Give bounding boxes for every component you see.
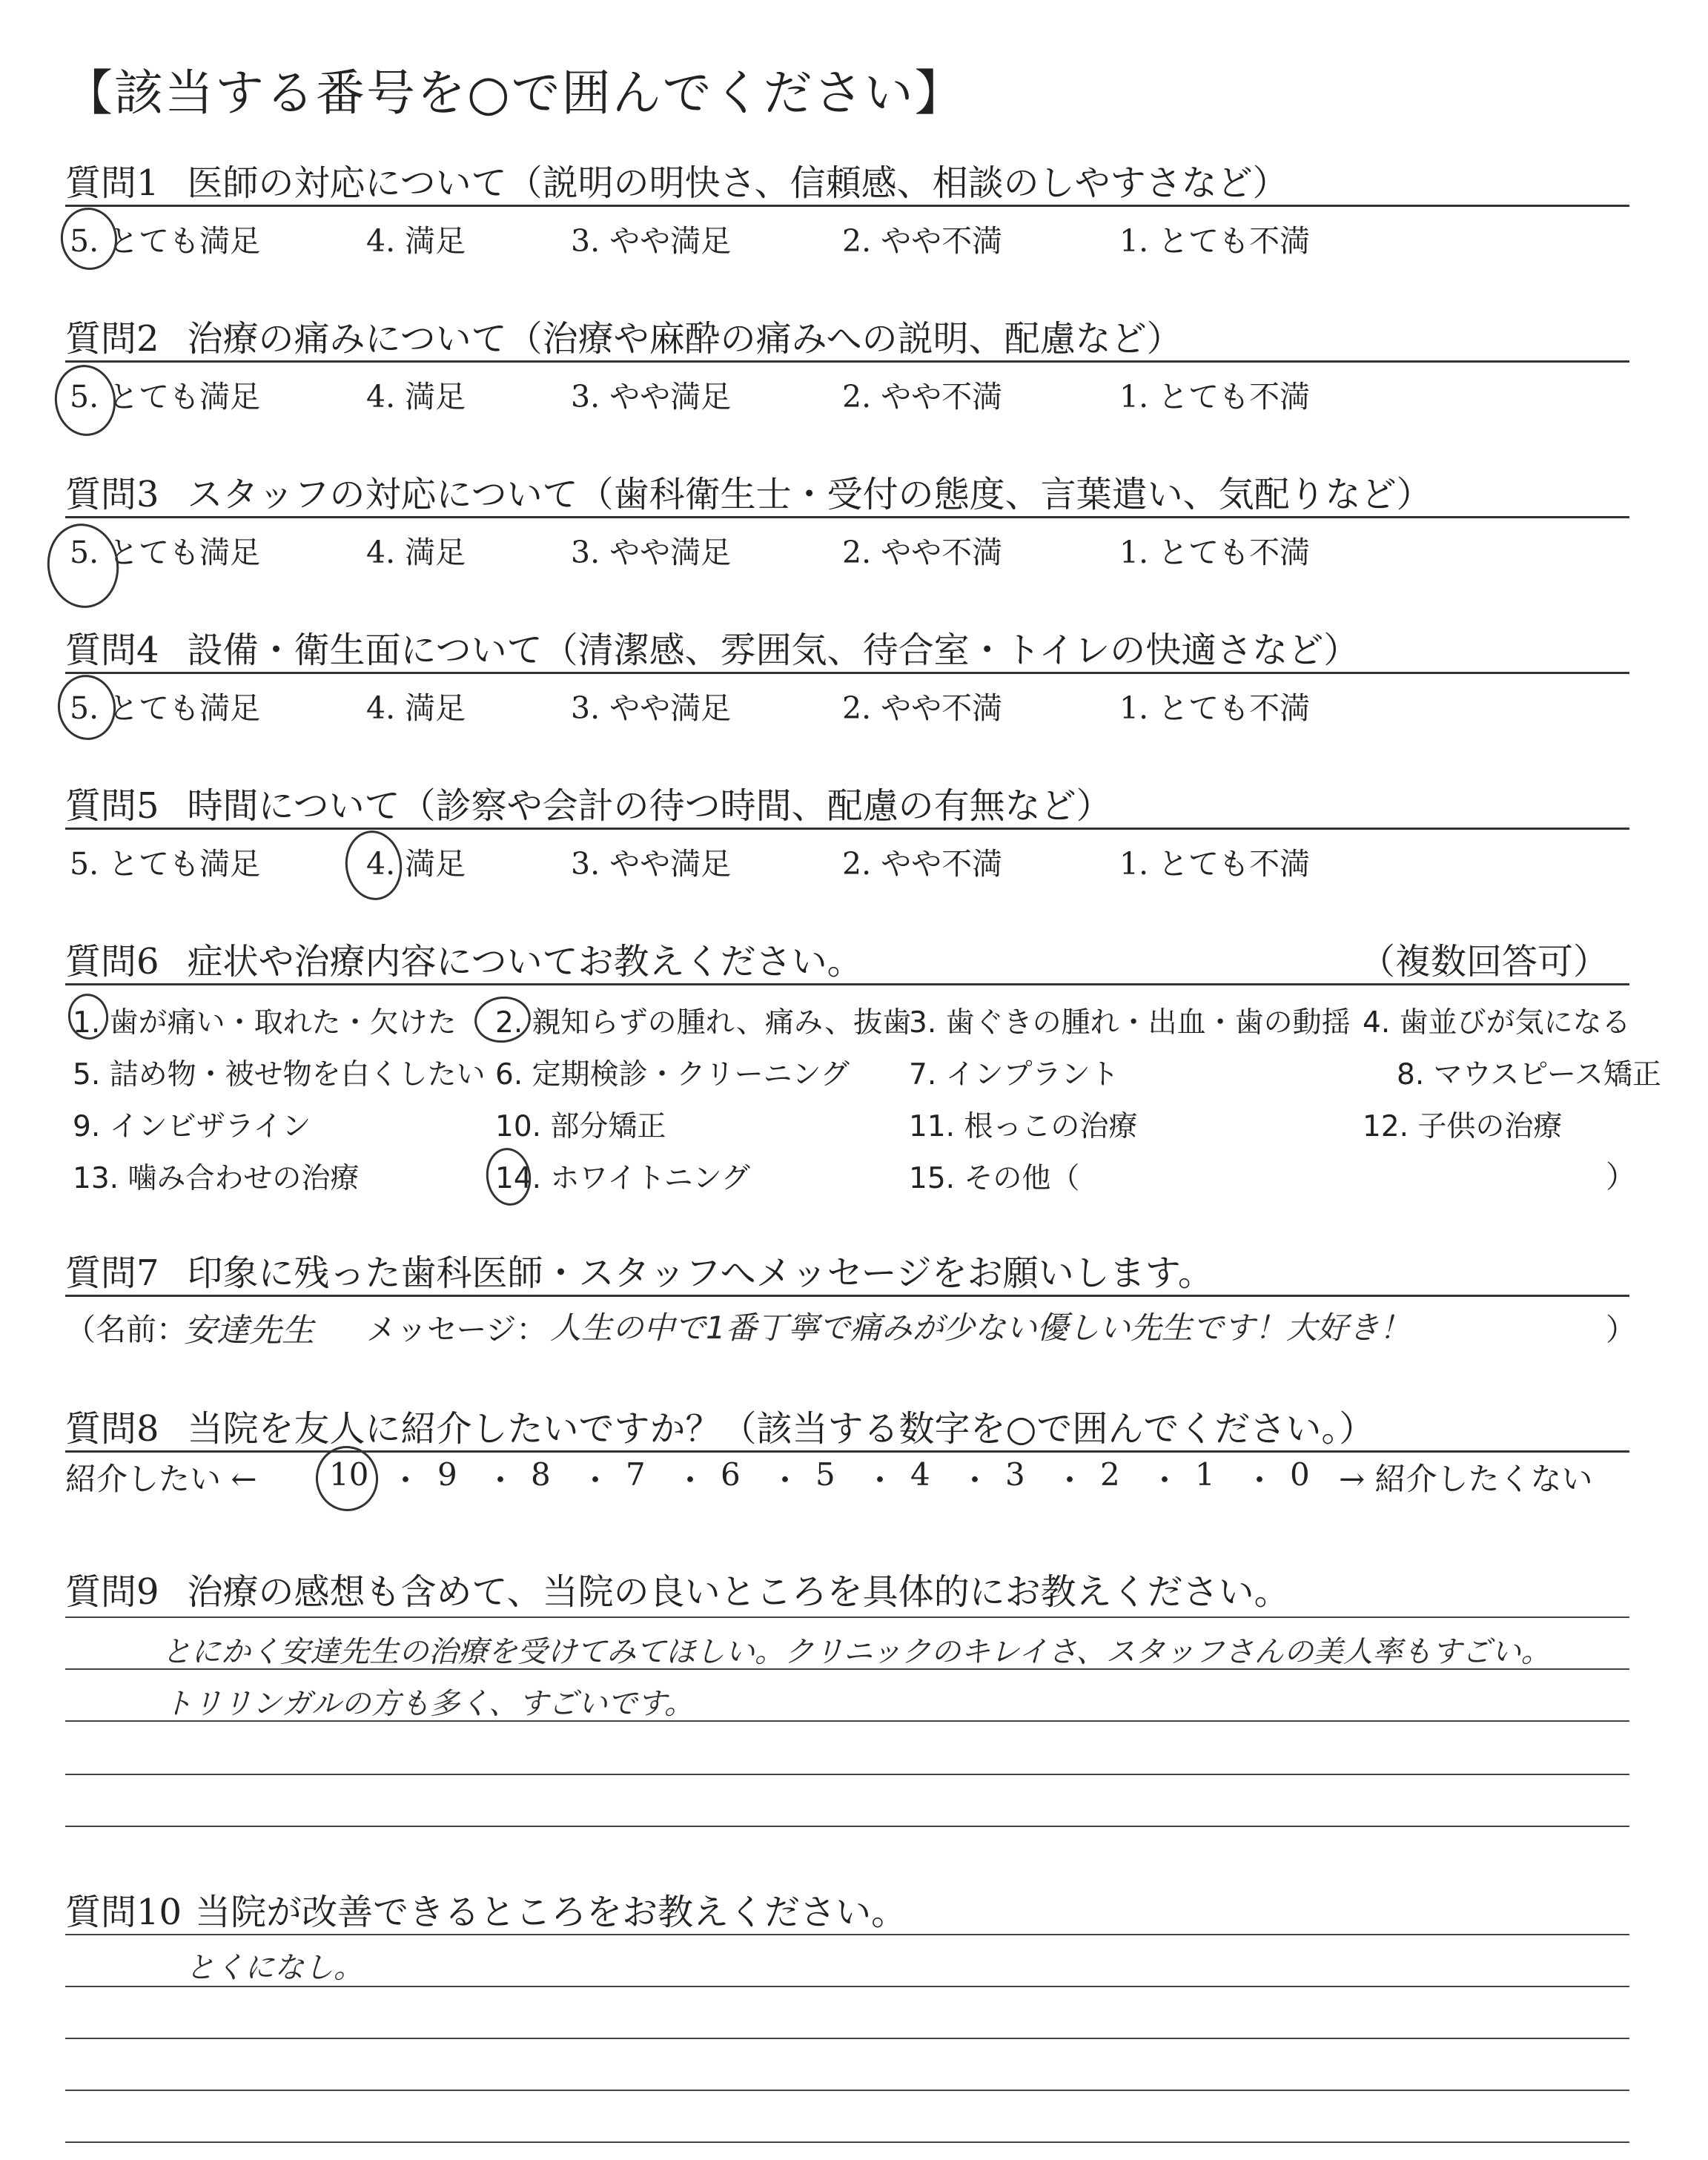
multiple-answers-note: （複数回答可） [1360, 941, 1609, 982]
scale-7[interactable]: 7 [626, 1456, 646, 1493]
question-5 [65, 777, 1112, 828]
q1-option-1[interactable]: 1. とても不満 [1119, 223, 1311, 259]
q6-option-7[interactable]: 7. インプラント [909, 1058, 1119, 1091]
scale-separator: ・ [1149, 1462, 1181, 1499]
page-title: 【該当する番号を○で囲んでください】 [64, 65, 965, 122]
recommend-left-label: 紹介したい ← [65, 1461, 257, 1497]
other-close-paren: ） [1606, 1159, 1636, 1195]
q6-option-6[interactable]: 6. 定期検診・クリーニング [495, 1058, 850, 1091]
selection-circle [311, 1442, 382, 1516]
q2-option-3[interactable]: 3. やや満足 [571, 379, 732, 415]
scale-separator: ・ [864, 1462, 896, 1499]
q2-option-1[interactable]: 1. とても不満 [1119, 379, 1311, 415]
answer-line [65, 2090, 1629, 2091]
q6-option-10[interactable]: 10. 部分矯正 [495, 1110, 666, 1143]
scale-1[interactable]: 1 [1195, 1456, 1215, 1493]
question-text: 治療の感想も含めて、当院の良いところを具体的にお教えください。 [187, 1571, 1290, 1613]
divider [65, 516, 1629, 518]
question-number: 質問4 [65, 630, 159, 671]
message-close-paren: ） [1606, 1312, 1636, 1347]
question-text: 医師の対応について（説明の明快さ、信頼感、相談のしやすさなど） [187, 162, 1288, 204]
q9-answer-line-2: トリリンガルの方も多く、すごいです。 [163, 1687, 694, 1721]
q6-option-2[interactable]: 2. 親知らずの腫れ、痛み、抜歯 [495, 1006, 912, 1040]
answer-line [65, 1934, 1629, 1935]
message-field[interactable]: 人生の中で1番丁寧で痛みが少ない優しい先生です！大好き！ [550, 1309, 1411, 1346]
question-text: 症状や治療内容についてお教えください。 [187, 941, 863, 982]
question-text: スタッフの対応について（歯科衛生士・受付の態度、言葉遣い、気配りなど） [187, 474, 1432, 515]
selection-circle [57, 204, 122, 274]
q4-option-2[interactable]: 2. やや不満 [842, 690, 1003, 726]
q1-option-2[interactable]: 2. やや不満 [842, 223, 1003, 259]
question-text: 時間について（診察や会計の待つ時間、配慮の有無など） [187, 785, 1112, 827]
q2-option-2[interactable]: 2. やや不満 [842, 379, 1003, 415]
q1-option-4[interactable]: 4. 満足 [366, 223, 466, 259]
question-8 [65, 1400, 1374, 1451]
question-number: 質問7 [65, 1252, 159, 1294]
q6-option-9[interactable]: 9. インビザライン [73, 1110, 311, 1143]
q2-option-4[interactable]: 4. 満足 [366, 379, 466, 415]
q5-option-4[interactable]: 4. 満足 [366, 846, 466, 882]
question-number: 質問10 [65, 1892, 182, 1933]
divider [65, 1295, 1629, 1297]
scale-2[interactable]: 2 [1100, 1456, 1120, 1493]
q6-option-11[interactable]: 11. 根っこの治療 [909, 1110, 1138, 1143]
question-text: 当院を友人に紹介したいですか？（該当する数字を○で囲んでください。） [187, 1408, 1375, 1450]
scale-3[interactable]: 3 [1005, 1456, 1025, 1493]
question-number: 質問1 [65, 162, 159, 204]
scale-9[interactable]: 9 [437, 1456, 457, 1493]
question-2 [65, 310, 1182, 361]
q5-option-5[interactable]: 5. とても満足 [70, 846, 261, 882]
selection-circle [341, 827, 406, 904]
scale-0[interactable]: 0 [1290, 1456, 1310, 1493]
answer-line [65, 1774, 1629, 1775]
question-text: 設備・衛生面について（清潔感、雰囲気、待合室・トイレの快適さなど） [187, 630, 1360, 671]
scale-separator: ・ [675, 1462, 706, 1499]
message-label: メッセージ： [366, 1312, 547, 1347]
q6-option-8[interactable]: 8. マウスピース矯正 [1397, 1058, 1661, 1091]
scale-separator: ・ [390, 1462, 422, 1499]
q6-option-1[interactable]: 1. 歯が痛い・取れた・欠けた [73, 1006, 457, 1040]
scale-separator: ・ [769, 1462, 801, 1499]
scale-6[interactable]: 6 [721, 1456, 741, 1493]
question-text: 治療の痛みについて（治療や麻酔の痛みへの説明、配慮など） [187, 318, 1182, 360]
answer-line [65, 1616, 1629, 1618]
question-1 [65, 154, 1288, 205]
q1-option-3[interactable]: 3. やや満足 [571, 223, 732, 259]
q1-option-5[interactable]: 5. とても満足 [70, 223, 261, 259]
question-9 [65, 1563, 1290, 1614]
divider [65, 672, 1629, 674]
question-text: 印象に残った歯科医師・スタッフへメッセージをお願いします。 [187, 1252, 1214, 1294]
q5-option-3[interactable]: 3. やや満足 [571, 846, 732, 882]
q6-option-5[interactable]: 5. 詰め物・被せ物を白くしたい [73, 1058, 486, 1091]
answer-line [65, 2141, 1629, 2143]
q3-option-2[interactable]: 2. やや不満 [842, 535, 1003, 570]
scale-10[interactable]: 10 [329, 1456, 369, 1493]
q4-option-5[interactable]: 5. とても満足 [70, 690, 261, 726]
answer-line [65, 1826, 1629, 1827]
question-number: 質問5 [65, 785, 159, 827]
question-10 [65, 1883, 907, 1935]
recommend-right-label: → 紹介したくない [1339, 1461, 1593, 1497]
divider [65, 1450, 1629, 1453]
question-text: 当院が改善できるところをお教えください。 [195, 1892, 907, 1933]
scale-separator: ・ [1244, 1462, 1276, 1499]
divider [65, 205, 1629, 207]
q5-option-2[interactable]: 2. やや不満 [842, 846, 1003, 882]
scale-separator: ・ [959, 1462, 991, 1499]
name-label: （名前： [65, 1312, 187, 1347]
name-field[interactable]: 安達先生 [184, 1312, 314, 1350]
scale-separator: ・ [580, 1462, 612, 1499]
q4-option-4[interactable]: 4. 満足 [366, 690, 466, 726]
q10-answer-line-1: とくになし。 [185, 1951, 363, 1985]
q6-option-14[interactable]: 14. ホワイトニング [495, 1162, 750, 1195]
divider [65, 360, 1629, 363]
question-4 [65, 621, 1359, 673]
q3-option-3[interactable]: 3. やや満足 [571, 535, 732, 570]
scale-separator: ・ [1054, 1462, 1086, 1499]
question-number: 質問8 [65, 1408, 159, 1450]
q4-option-1[interactable]: 1. とても不満 [1119, 690, 1311, 726]
question-number: 質問9 [65, 1571, 159, 1613]
q4-option-3[interactable]: 3. やや満足 [571, 690, 732, 726]
divider [65, 828, 1629, 830]
question-6 [65, 933, 1629, 984]
scale-5[interactable]: 5 [815, 1456, 835, 1493]
q6-option-12[interactable]: 12. 子供の治療 [1363, 1110, 1563, 1143]
question-number: 質問2 [65, 318, 159, 360]
q2-option-5[interactable]: 5. とても満足 [70, 379, 261, 415]
divider [65, 983, 1629, 985]
scale-4[interactable]: 4 [910, 1456, 930, 1493]
answer-line [65, 2038, 1629, 2039]
q3-option-1[interactable]: 1. とても不満 [1119, 535, 1311, 570]
q6-option-3[interactable]: 3. 歯ぐきの腫れ・出血・歯の動揺 [909, 1006, 1351, 1040]
q5-option-1[interactable]: 1. とても不満 [1119, 846, 1311, 882]
question-number: 質問3 [65, 474, 159, 515]
question-number: 質問6 [65, 941, 159, 982]
q6-option-13[interactable]: 13. 噛み合わせの治療 [73, 1162, 360, 1195]
question-7 [65, 1244, 1214, 1295]
q3-option-5[interactable]: 5. とても満足 [70, 535, 261, 570]
scale-separator: ・ [485, 1462, 517, 1499]
q3-option-4[interactable]: 4. 満足 [366, 535, 466, 570]
selection-circle [53, 671, 119, 744]
question-3 [65, 466, 1432, 517]
q6-option-4[interactable]: 4. 歯並びが気になる [1363, 1006, 1631, 1040]
q6-option-15[interactable]: 15. その他（ [909, 1162, 1080, 1195]
q9-answer-line-1: とにかく安達先生の治療を受けてみてほしい。クリニックのキレイさ、スタッフさんの美人率もすごい。 [162, 1635, 1551, 1669]
scale-8[interactable]: 8 [531, 1456, 551, 1493]
